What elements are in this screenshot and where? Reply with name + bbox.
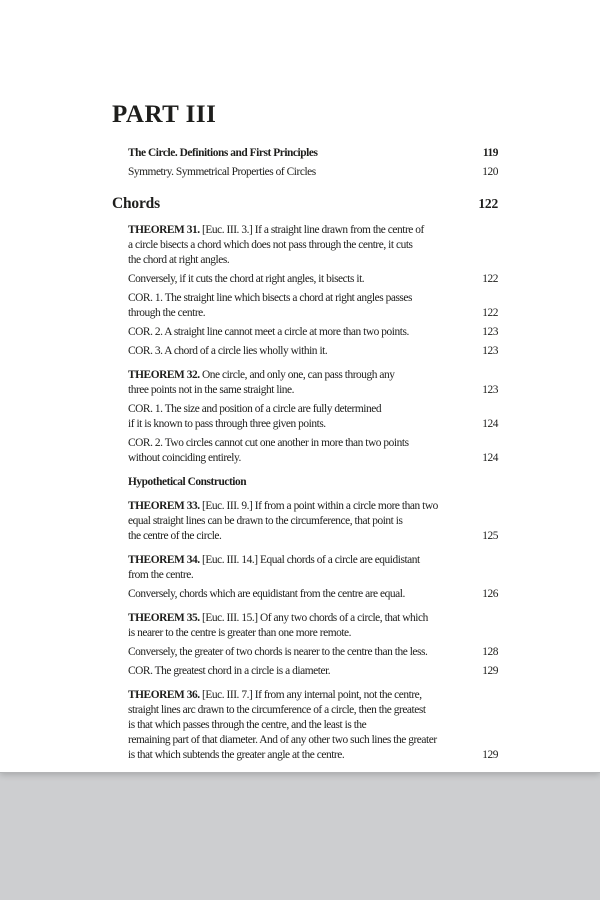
toc-entry [112,587,498,602]
toc-entry-line: if it is known to pass through three given points. [128,418,326,430]
toc-entry-bold-prefix: THEOREM 35. [128,612,203,624]
toc-entry-line: a circle bisects a chord which does not pass through the centre, it cuts [128,239,413,251]
toc-entry-page: 128 [482,646,498,658]
toc-entry-page: 129 [482,665,498,677]
toc-entry-line: from the centre. [128,569,194,581]
toc-entry-page: 123 [482,326,498,338]
toc-entry-page: 123 [482,345,498,357]
toc-entry-line: is that which subtends the greater angle at the centre. [128,749,345,761]
toc-entry-text [128,436,474,466]
toc-entry-text [128,291,474,321]
toc-entry-text [128,499,474,544]
toc-entry-line: THEOREM 31. [Euc. III. 3.] If a straight line drawn from the centre of [128,224,424,236]
toc-entry-line: Hypothetical Construction [128,476,247,488]
toc-entry-line: THEOREM 32. One circle, and only one, can pass through any [128,369,395,381]
toc-entry [112,272,498,287]
toc-entry [112,664,498,679]
toc-entry-text [128,611,490,641]
toc-entry-line: the centre of the circle. [128,530,222,542]
toc-entry-line: Conversely, the greater of two chords is nearer to the centre than the less. [128,646,428,658]
toc-entry-page: 129 [482,749,498,761]
toc-entry-line: without coinciding entirely. [128,452,241,464]
toc-entry-line: Symmetry. Symmetrical Properties of Circles [128,166,316,178]
toc-entry-bold-prefix: THEOREM 33. [128,500,203,512]
toc-entry-bold-prefix: THEOREM 34. [128,554,203,566]
toc-entry-line: THEOREM 36. [Euc. III. 7.] If from any internal point, not the centre, [128,689,422,701]
toc-entry-line: equal straight lines can be drawn to the circumference, that point is [128,515,403,527]
toc-entry-text [128,146,475,161]
toc-entry-line: COR. 3. A chord of a circle lies wholly within it. [128,345,328,357]
toc-entry-bold-prefix: THEOREM 31. [128,224,203,236]
toc-entry-line: remaining part of that diameter. And of any other two such lines the greater [128,734,437,746]
toc-entry-line: THEOREM 35. [Euc. III. 15.] Of any two chords of a circle, that which [128,612,428,624]
toc-entry-page: 122 [482,307,498,319]
toc-entry [112,475,498,490]
toc-entry-text [128,587,474,602]
toc-entry-page: 122 [482,273,498,285]
toc-entry-line: COR. 1. The size and position of a circle are fully determined [128,403,382,415]
toc-entry [112,368,498,398]
toc-entry-text [128,368,474,398]
toc-entry-page: 126 [482,588,498,600]
toc-entry-text [128,325,474,340]
toc-entry-line: THEOREM 34. [Euc. III. 14.] Equal chords of a circle are equidistant [128,554,420,566]
toc-entry-text [128,688,474,763]
toc-entry-line: is nearer to the centre is greater than one more remote. [128,627,352,639]
toc-entry-text [128,645,474,660]
toc-entry-page: 124 [482,418,498,430]
toc-entry-text [112,194,470,214]
toc-entry-text [128,165,474,180]
toc-entry-line: Conversely, chords which are equidistant from the centre are equal. [128,588,405,600]
toc-entry-line: three points not in the same straight line. [128,384,295,396]
toc-entry [112,146,498,161]
toc-entry-text [128,272,474,287]
toc-entry-bold-prefix: THEOREM 32. [128,369,203,381]
page-background [0,772,600,900]
toc-entry-line: the chord at right angles. [128,254,230,266]
toc-entry-line: is that which passes through the centre, and the least is the [128,719,367,731]
toc-entry [112,611,498,641]
toc-entry-line: straight lines arc drawn to the circumference of a circle, then the greatest [128,704,426,716]
toc-entry-line: COR. The greatest chord in a circle is a diameter. [128,665,331,677]
toc-entry-text [128,344,474,359]
toc-entry-text [128,664,474,679]
toc-entry-line: through the centre. [128,307,206,319]
toc-entry-bold-prefix: THEOREM 36. [128,689,203,701]
toc-entry-line: THEOREM 33. [Euc. III. 9.] If from a point within a circle more than two [128,500,438,512]
toc-entry [112,688,498,763]
toc-entry-text [128,475,490,490]
toc-entry-line: COR. 2. A straight line cannot meet a circle at more than two points. [128,326,409,338]
toc-entry [112,291,498,321]
toc-entry [112,325,498,340]
toc-entry [112,194,498,214]
toc-entry-line: COR. 2. Two circles cannot cut one another in more than two points [128,437,409,449]
toc-entry-page: 123 [482,384,498,396]
toc-entry [112,645,498,660]
toc-entry-line: Chords [112,195,160,212]
toc-entry-line: The Circle. Definitions and First Principles [128,147,318,159]
toc-entry [112,165,498,180]
toc-entry-page: 124 [482,452,498,464]
toc-entry-page: 125 [482,530,498,542]
toc-list [112,146,498,763]
toc-entry [112,223,498,268]
toc-entry-page: 122 [478,196,498,211]
toc-entry-page: 119 [482,147,498,159]
toc-entry [112,402,498,432]
toc-entry [112,499,498,544]
toc-entry-line: Conversely, if it cuts the chord at right angles, it bisects it. [128,273,365,285]
toc-entry-text [128,402,474,432]
part-title: PART III [112,101,217,128]
toc-entry-text [128,553,490,583]
toc-entry-text [128,223,490,268]
toc-entry [112,553,498,583]
toc-entry-page: 120 [482,166,498,178]
toc-entry-line: COR. 1. The straight line which bisects a chord at right angles passes [128,292,413,304]
toc-entry [112,436,498,466]
toc-entry [112,344,498,359]
